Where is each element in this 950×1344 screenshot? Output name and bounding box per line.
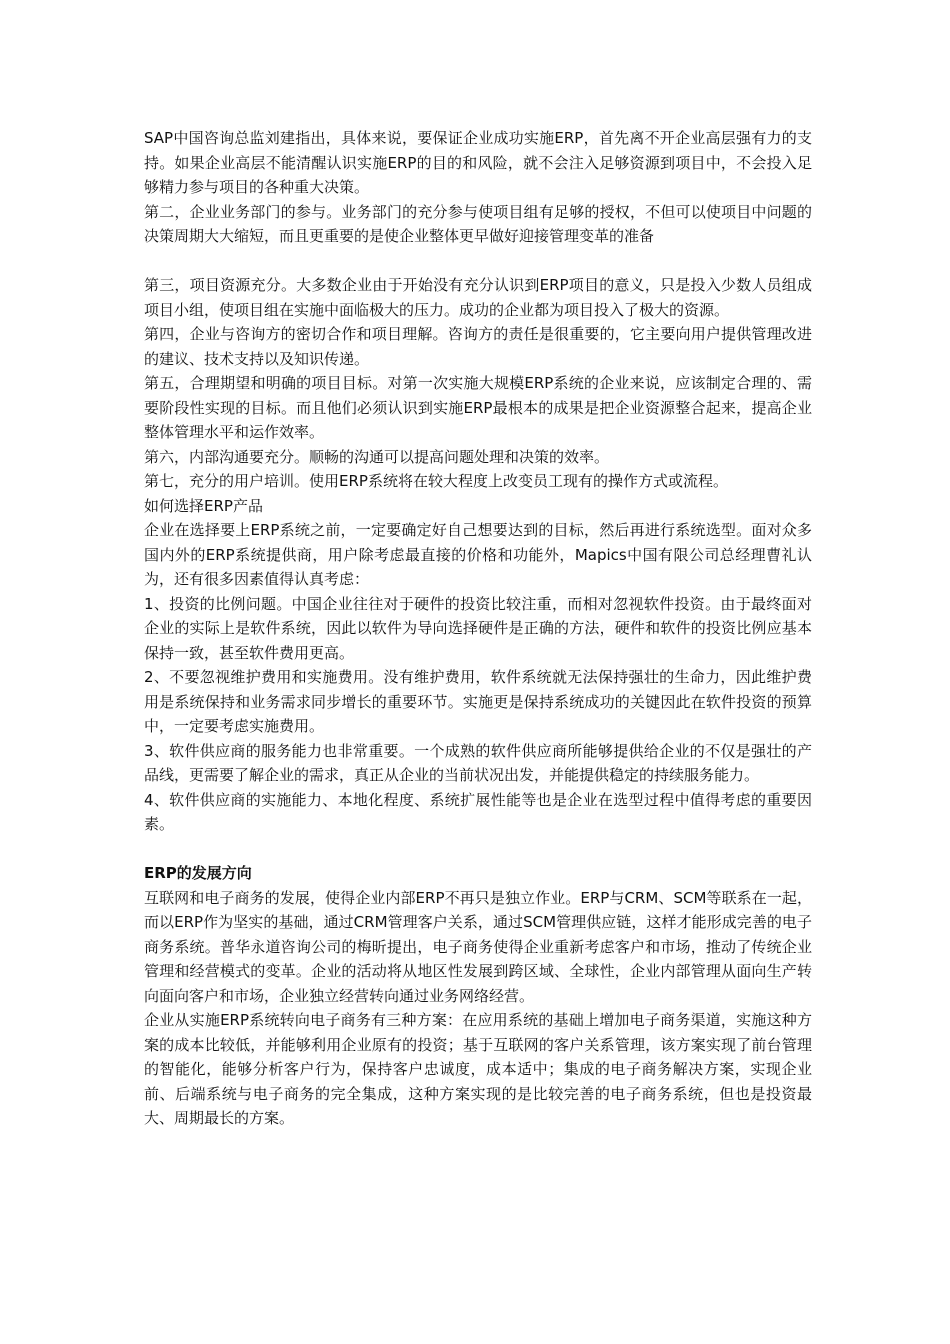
paragraph-internal-communication: 第六，内部沟通要充分。顺畅的沟通可以提高问题处理和决策的效率。 <box>144 447 610 466</box>
subheading-choose-erp: 如何选择ERP产品 <box>144 496 263 515</box>
paragraph-executive-support: SAP中国咨询总监刘建指出，具体来说，要保证企业成功实施ERP，首先离不开企业高层强有力的支持。如果企业高层不能清醒认识实施ERP的目的和风险，就不会注入足够资源到项目中，不会投入足够精力参与项目的各种重大决策。 <box>144 129 812 196</box>
section-heading: ERP的发展方向 <box>144 864 252 882</box>
paragraph-user-training: 第七，充分的用户培训。使用ERP系统将在较大程度上改变员工现有的操作方式或流程。 <box>144 472 728 490</box>
paragraph-project-goals: 第五，合理期望和明确的项目目标。对第一次实施大规模ERP系统的企业来说，应该制定合理的、需要阶段性实现的目标。而且他们必须认识到实施ERP最根本的成果是把企业资源整合起来，提高企业整体管理水平和运作效率。 <box>144 374 812 441</box>
paragraph-project-resources: 第三，项目资源充分。大多数企业由于开始没有充分认识到ERP项目的意义，只是投入少数人员组成项目小组，使项目组在实施中面临极大的压力。成功的企业都为项目投入了极大的资源。 <box>144 276 812 319</box>
paragraph-selection-intro: 企业在选择要上ERP系统之前，一定要确定好自己想要达到的目标，然后再进行系统选型。面对众多国内外的ERP系统提供商，用户除考虑最直接的价格和功能外，Mapics中国有限公司总经理曹礼认为，还有很多因素值得认真考虑： <box>144 521 812 588</box>
list-item-vendor-implementation: 4、软件供应商的实施能力、本地化程度、系统扩展性能等也是企业在选型过程中值得考虑的重要因素。 <box>144 790 812 833</box>
list-item-vendor-service: 3、软件供应商的服务能力也非常重要。一个成熟的软件供应商所能够提供给企业的不仅是强壮的产品线，更需要了解企业的需求，真正从企业的当前状况出发，并能提供稳定的持续服务能力。 <box>144 741 812 784</box>
list-item-investment-ratio: 1、投资的比例问题。中国企业往往对于硬件的投资比较注重，而相对忽视软件投资。由于最终面对企业的实际上是软件系统，因此以软件为导向选择硬件是正确的方法，硬件和软件的投资比例应基本保持一致，甚至软件费用更高。 <box>144 594 812 662</box>
blank-line <box>144 837 812 862</box>
list-item-maintenance-costs: 2、不要忽视维护费用和实施费用。没有维护费用，软件系统就无法保持强壮的生命力，因此维护费用是系统保持和业务需求同步增长的重要环节。实施更是保持系统成功的关键因此在软件投资的预算中，一定要考虑实施费用。 <box>144 668 812 735</box>
blank-line <box>144 249 812 274</box>
paragraph-three-approaches: 企业从实施ERP系统转向电子商务有三种方案：在应用系统的基础上增加电子商务渠道，实施这种方案的成本比较低，并能够利用企业原有的投资；基于互联网的客户关系管理，该方案实现了前台管理的智能化，能够分析客户行为，保持客户忠诚度，成本适中；集成的电子商务解决方案，实现企业前、后端系统与电子商务的完全集成，这种方案实现的是比较完善的电子商务系统，但也是投资最大、周期最长的方案。 <box>144 1011 812 1127</box>
paragraph-business-departments: 第二，企业业务部门的参与。业务部门的充分参与使项目组有足够的授权，不但可以使项目中问题的决策周期大大缩短，而且更重要的是使企业整体更早做好迎接管理变革的准备 <box>144 202 812 245</box>
paragraph-ecommerce-development: 互联网和电子商务的发展，使得企业内部ERP不再只是独立作业。ERP与CRM、SCM等联系在一起，而以ERP作为坚实的基础，通过CRM管理客户关系，通过SCM管理供应链，这样才能形成完善的电子商务系统。普华永道咨询公司的梅昕提出，电子商务使得企业重新考虑客户和市场，推动了传统企业管理和经营模式的变革。企业的活动将从地区性发展到跨区域、全球性，企业内部管理从面向生产转向面向客户和市场，企业独立经营转向通过业务网络经营。 <box>144 888 812 1005</box>
document-body <box>144 126 812 1131</box>
paragraph-consulting-cooperation: 第四，企业与咨询方的密切合作和项目理解。咨询方的责任是很重要的，它主要向用户提供管理改进的建议、技术支持以及知识传递。 <box>144 325 812 368</box>
